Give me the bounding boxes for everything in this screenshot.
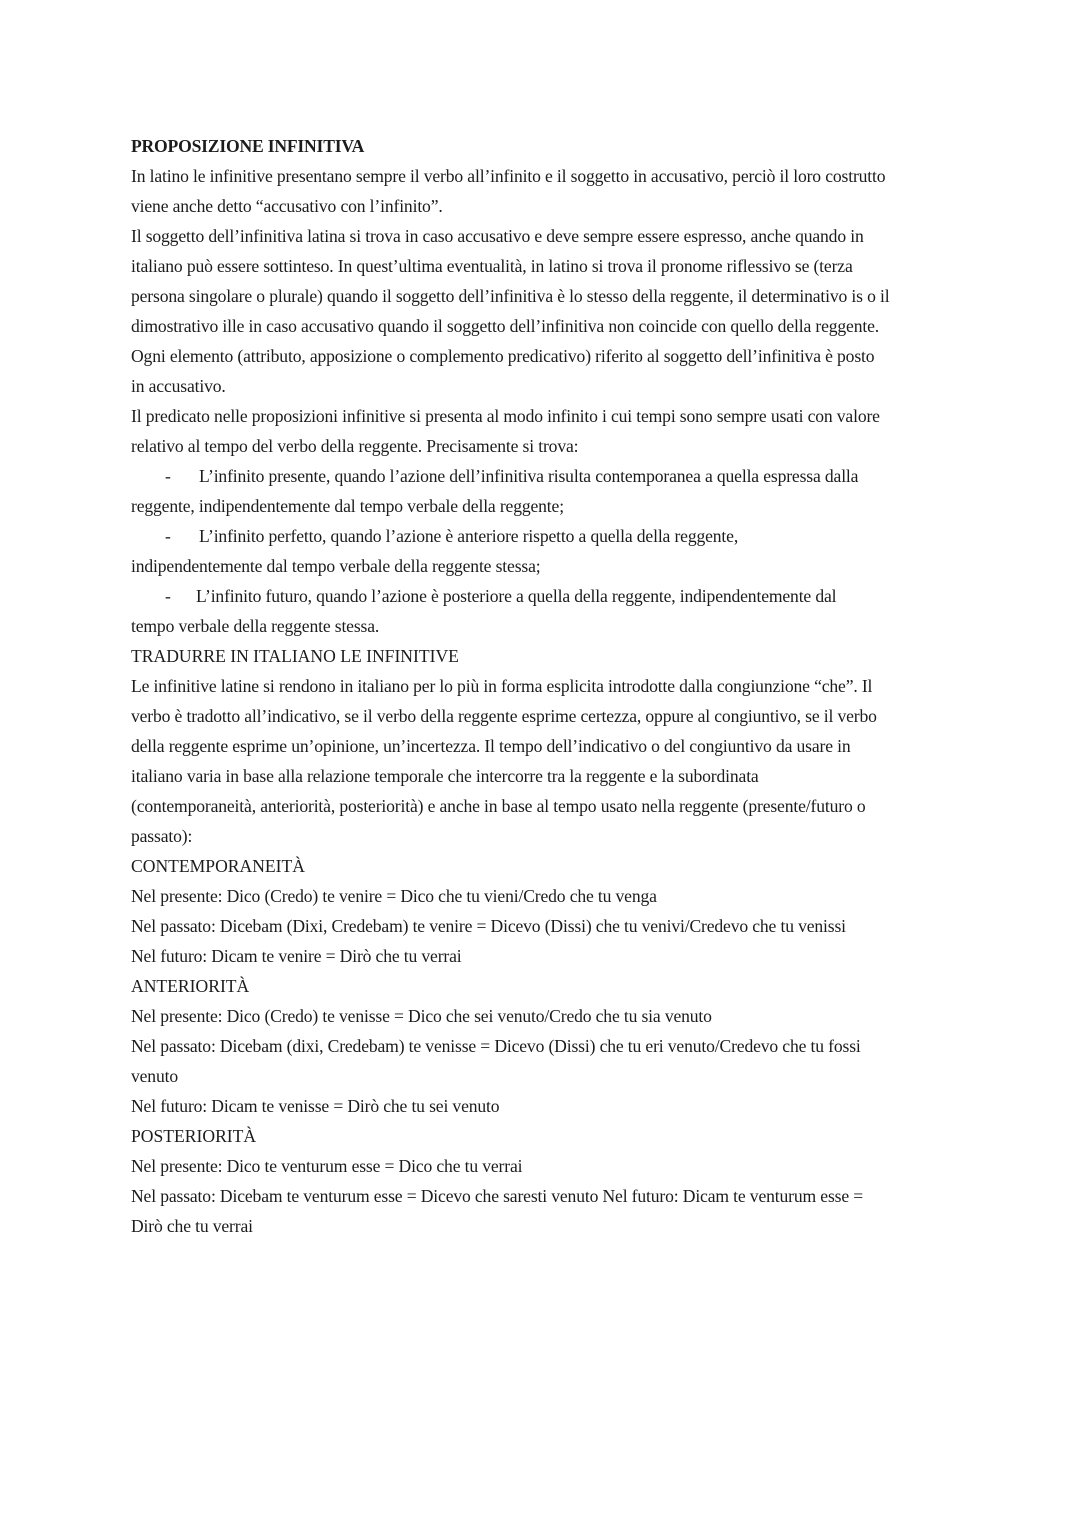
bullet-dash: - — [165, 466, 171, 486]
example-line: venuto — [131, 1066, 178, 1086]
text-line: dimostrativo ille in caso accusativo quando il soggetto dell’infinitiva non coincide con quello della reggente. — [131, 316, 879, 336]
text-line: persona singolare o plurale) quando il soggetto dell’infinitiva è lo stesso della reggente, il determinativo is o il — [131, 286, 890, 306]
text-line: relativo al tempo del verbo della reggente. Precisamente si trova: — [131, 436, 579, 456]
example-line: Nel passato: Dicebam te venturum esse = Dicevo che saresti venuto Nel futuro: Dicam te venturum esse = — [131, 1186, 864, 1206]
section-heading: POSTERIORITÀ — [131, 1126, 257, 1146]
text-line: italiano può essere sottinteso. In quest’ultima eventualità, in latino si trova il pronome riflessivo se (terza — [131, 256, 853, 276]
list-item-continuation: indipendentemente dal tempo verbale della reggente stessa; — [131, 556, 541, 576]
bullet-dash: - — [165, 586, 171, 606]
predicate-paragraph — [131, 401, 961, 461]
text-line: in accusativo. — [131, 376, 226, 396]
text-line: Il predicato nelle proposizioni infinitive si presenta al modo infinito i cui tempi sono sempre usati con valore — [131, 406, 880, 426]
text-line: In latino le infinitive presentano sempre il verbo all’infinito e il soggetto in accusativo, perciò il loro costrutto — [131, 166, 886, 186]
text-line: Le infinitive latine si rendono in italiano per lo più in forma esplicita introdotte dalla congiunzione “che”. Il — [131, 676, 873, 696]
list-item-text: L’infinito perfetto, quando l’azione è anteriore rispetto a quella della reggente, — [199, 526, 739, 546]
list-item-text: L’infinito futuro, quando l’azione è posteriore a quella della reggente, indipendentemente dal — [196, 586, 837, 606]
text-line: della reggente esprime un’opinione, un’incertezza. Il tempo dell’indicativo o del congiuntivo da usare in — [131, 736, 851, 756]
list-item-first-line — [131, 521, 961, 551]
list-item-first-line — [131, 581, 961, 611]
example-line: Nel futuro: Dicam te venisse = Dirò che tu sei venuto — [131, 1096, 500, 1116]
infinitive-tense-list — [131, 461, 961, 641]
example-line: Nel futuro: Dicam te venire = Dirò che tu verrai — [131, 946, 462, 966]
text-line: viene anche detto “accusativo con l’infinito”. — [131, 196, 443, 216]
bullet-dash: - — [165, 526, 171, 546]
section-contemporaneita — [131, 851, 961, 971]
section-anteriorita — [131, 971, 961, 1121]
example-line: Nel presente: Dico (Credo) te venire = Dico che tu vieni/Credo che tu venga — [131, 886, 657, 906]
example-line: Nel presente: Dico te venturum esse = Dico che tu verrai — [131, 1156, 523, 1176]
list-item-text: L’infinito presente, quando l’azione dell’infinitiva risulta contemporanea a quella espressa dalla — [199, 466, 859, 486]
text-line: italiano varia in base alla relazione temporale che intercorre tra la reggente e la subordinata — [131, 766, 759, 786]
translate-paragraph — [131, 671, 961, 851]
section-heading: ANTERIORITÀ — [131, 976, 250, 996]
text-line: Ogni elemento (attributo, apposizione o complemento predicativo) riferito al soggetto dell’infinitiva è posto — [131, 346, 875, 366]
example-line: Nel passato: Dicebam (dixi, Credebam) te venisse = Dicevo (Dissi) che tu eri venuto/Credevo che tu fossi — [131, 1036, 861, 1056]
example-line: Dirò che tu verrai — [131, 1216, 253, 1236]
document-page — [131, 131, 961, 1241]
example-line: Nel passato: Dicebam (Dixi, Credebam) te venire = Dicevo (Dissi) che tu venivi/Credevo che tu venissi — [131, 916, 846, 936]
document-title: PROPOSIZIONE INFINITIVA — [131, 136, 365, 156]
list-item-first-line — [131, 461, 961, 491]
text-line: (contemporaneità, anteriorità, posteriorità) e anche in base al tempo usato nella reggente (presente/futuro o — [131, 796, 866, 816]
example-line: Nel presente: Dico (Credo) te venisse = Dico che sei venuto/Credo che tu sia venuto — [131, 1006, 712, 1026]
subject-paragraph — [131, 221, 961, 401]
text-line: verbo è tradotto all’indicativo, se il verbo della reggente esprime certezza, oppure al congiuntivo, se il verbo — [131, 706, 877, 726]
text-line: Il soggetto dell’infinitiva latina si trova in caso accusativo e deve sempre essere espresso, anche quando in — [131, 226, 864, 246]
intro-paragraph — [131, 161, 961, 221]
section-posteriorita — [131, 1121, 961, 1241]
text-line: passato): — [131, 826, 193, 846]
section-heading: CONTEMPORANEITÀ — [131, 856, 305, 876]
list-item-continuation: reggente, indipendentemente dal tempo verbale della reggente; — [131, 496, 564, 516]
list-item-continuation: tempo verbale della reggente stessa. — [131, 616, 380, 636]
section-heading-translate: TRADURRE IN ITALIANO LE INFINITIVE — [131, 646, 459, 666]
